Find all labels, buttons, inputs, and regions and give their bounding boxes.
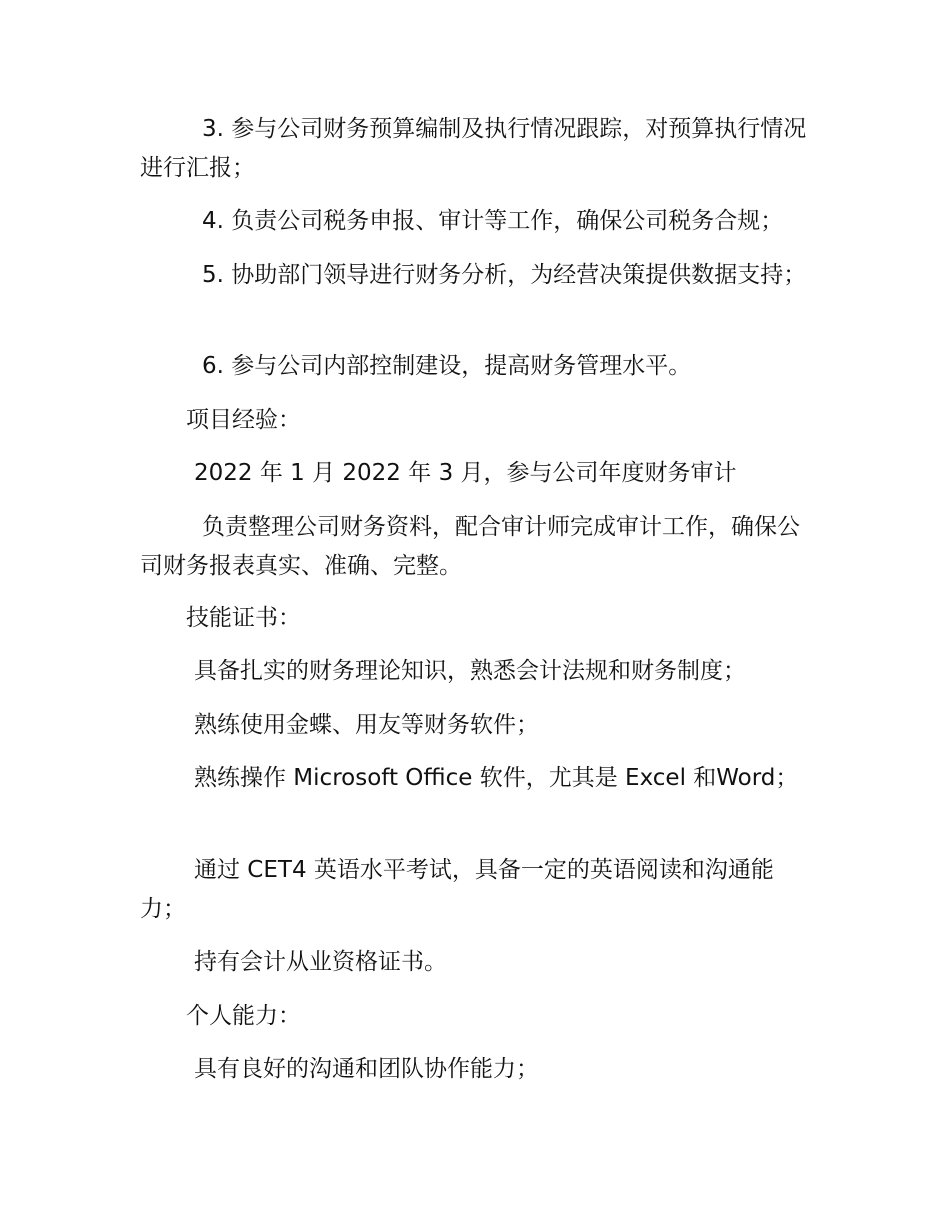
- skill-item: 具备扎实的财务理论知识，熟悉会计法规和财务制度；: [194, 658, 746, 684]
- ability-item: 具有良好的沟通和团队协作能力；: [194, 1056, 539, 1082]
- duty-item-5: 5. 协助部门领导进行财务分析，为经营决策提供数据支持；: [202, 262, 807, 288]
- skill-item: 持有会计从业资格证书。: [194, 949, 447, 975]
- project-heading: 项目经验：: [186, 407, 301, 433]
- duty-item-4: 4. 负责公司税务申报、审计等工作，确保公司税务合规；: [202, 208, 784, 234]
- skill-item: 熟练操作 Microsoft Office 软件，尤其是 Excel 和Word；: [194, 765, 799, 791]
- skill-item: 通过 CET4 英语水平考试，具备一定的英语阅读和沟通能力；: [140, 857, 774, 922]
- ability-heading: 个人能力：: [186, 1003, 301, 1029]
- skill-item: 熟练使用金蝶、用友等财务软件；: [194, 712, 539, 738]
- duty-item-6: 6. 参与公司内部控制建设，提高财务管理水平。: [202, 353, 692, 379]
- duty-item-3: 3. 参与公司财务预算编制及执行情况跟踪，对预算执行情况进行汇报；: [140, 116, 807, 181]
- project-description: 负责整理公司财务资料，配合审计师完成审计工作，确保公司财务报表真实、准确、完整。: [140, 514, 800, 579]
- skills-heading: 技能证书：: [186, 605, 301, 631]
- project-period: 2022 年 1 月 2022 年 3 月，参与公司年度财务审计: [194, 460, 737, 486]
